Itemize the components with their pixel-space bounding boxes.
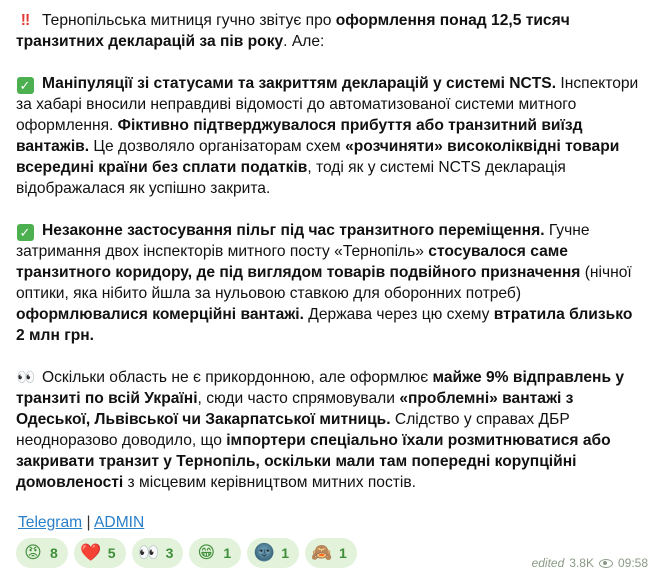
text-span: Гучне затримання двох інспекторів митного посту «Тернопіль» xyxy=(16,222,590,260)
text-span: Оскільки область не є прикордонною, але оформлює xyxy=(42,369,433,386)
reaction-count: 5 xyxy=(107,545,116,561)
text-span: , сюди часто спрямовували xyxy=(197,390,400,407)
views-eye-icon xyxy=(599,559,613,568)
paragraph-ncts xyxy=(16,73,644,199)
link-separator: | xyxy=(86,514,91,531)
bold-span: «розчиняти» високоліквідні товари всередині країни без сплати податків xyxy=(16,138,620,176)
reaction-count: 1 xyxy=(223,545,232,561)
reaction-angry[interactable] xyxy=(16,538,68,568)
reaction-count: 1 xyxy=(338,545,347,561)
see-no-evil-monkey-icon: 🙈 xyxy=(311,543,333,562)
reaction-grin[interactable] xyxy=(189,538,241,568)
reaction-monkey[interactable] xyxy=(305,538,357,568)
message-links xyxy=(18,514,144,532)
text-span: з місцевим керівництвом митних постів. xyxy=(123,474,416,491)
edited-label: edited xyxy=(531,556,565,570)
message-meta xyxy=(532,556,648,570)
check-mark-icon: ✓ xyxy=(16,220,34,241)
bold-span: оформлення понад 12,5 тисяч транзитних декларацій за пів року xyxy=(16,12,570,50)
reaction-moon[interactable] xyxy=(247,538,299,568)
text-span: Інспектори за хабарі вносили неправдиві відомості до автоматизованої системи митного оформлення. xyxy=(16,75,639,134)
paragraph-intro xyxy=(16,10,644,52)
text-span: Слідство у справах ДБР неодноразово доводило, що xyxy=(16,411,570,449)
reaction-count: 3 xyxy=(165,545,174,561)
bold-span: стосувалося саме транзитного коридору, де під виглядом товарів подвійного призначення xyxy=(16,243,581,281)
reactions-bar xyxy=(16,538,357,568)
text-span: Це дозволяло організаторам схем xyxy=(89,138,346,155)
paragraph-region xyxy=(16,367,644,493)
message-text xyxy=(16,10,644,493)
check-mark-icon: ✓ xyxy=(16,73,34,94)
bold-span: Маніпуляції зі статусами та закриттям декларацій у системі NCTS. xyxy=(42,75,557,92)
telegram-link[interactable]: Telegram xyxy=(18,514,83,531)
reaction-count: 1 xyxy=(281,545,289,561)
message-time: 09:58 xyxy=(617,556,648,570)
bold-span: втратила близько 2 млн грн. xyxy=(16,306,633,344)
eyes-icon: 👀 xyxy=(16,369,34,386)
text-span: Держава через цю схему xyxy=(303,306,494,323)
angry-face-icon: 😡 xyxy=(24,543,42,562)
paragraph-benefits xyxy=(16,220,644,346)
reaction-heart[interactable] xyxy=(74,538,126,568)
new-moon-face-icon: 🌚 xyxy=(253,543,275,562)
reaction-eyes[interactable] xyxy=(132,538,184,568)
text-span: Тернопільська митниця гучно звітує про xyxy=(42,12,336,29)
bold-span: імпортери спеціально їхали розмитнюватися або закривати транзит у Тернопіль, оскільки мали там попередні корупційні домовленості xyxy=(16,432,611,491)
text-span: . Але: xyxy=(283,33,325,50)
bold-span: майже 9% відправлень у транзиті по всій Україні xyxy=(16,369,625,407)
admin-link[interactable]: ADMIN xyxy=(94,514,145,531)
bold-span: оформлювалися комерційні вантажі. xyxy=(16,306,304,323)
red-heart-icon: ❤️ xyxy=(80,543,102,562)
text-span: (нічної оптики, яка нібито йшла за нульовою ставкою для оборонних потреб) xyxy=(16,264,632,302)
double-exclamation-icon: ‼ xyxy=(20,12,30,29)
view-count: 3.8K xyxy=(569,556,594,570)
text-span: , тоді як у системі NCTS декларація відображалася як успішно закрита. xyxy=(16,159,566,197)
bold-span: Фіктивно підтверджувалося прибуття або транзитний виїзд вантажів. xyxy=(16,117,583,155)
eyes-icon: 👀 xyxy=(138,543,160,562)
reaction-count: 8 xyxy=(50,545,58,561)
bold-span: Незаконне застосування пільг під час транзитного переміщення. xyxy=(42,222,545,239)
grinning-face-icon: 😁 xyxy=(197,543,216,562)
bold-span: «проблемні» вантажі з Одеської, Львівської чи Закарпатської митниць. xyxy=(16,390,574,428)
